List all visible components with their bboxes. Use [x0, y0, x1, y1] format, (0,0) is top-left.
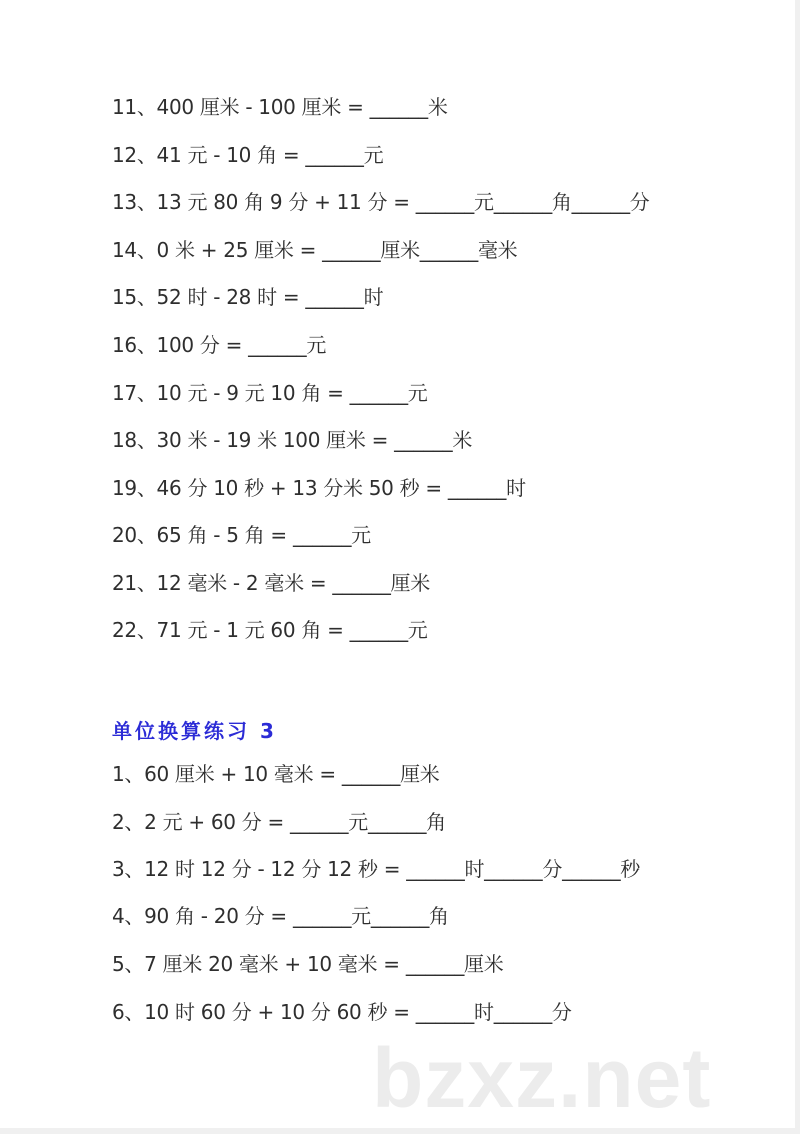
exercise-item-22: 22、71 元 - 1 元 60 角 = ______元	[112, 618, 428, 642]
exercise-item-14: 14、0 米 + 25 厘米 = ______厘米______毫米	[112, 238, 518, 262]
exercise-item-21: 21、12 毫米 - 2 毫米 = ______厘米	[112, 571, 430, 595]
exercise-item-3: 3、12 时 12 分 - 12 分 12 秒 = ______时______分______秒	[112, 857, 640, 881]
exercise-item-15: 15、52 时 - 28 时 = ______时	[112, 285, 384, 309]
exercise-item-19: 19、46 分 10 秒 + 13 分米 50 秒 = ______时	[112, 476, 526, 500]
exercise-item-13: 13、13 元 80 角 9 分 + 11 分 = ______元______角______分	[112, 190, 650, 214]
exercise-item-12: 12、41 元 - 10 角 = ______元	[112, 143, 384, 167]
exercise-item-11: 11、400 厘米 - 100 厘米 = ______米	[112, 95, 448, 119]
exercise-item-4: 4、90 角 - 20 分 = ______元______角	[112, 904, 449, 928]
exercise-item-18: 18、30 米 - 19 米 100 厘米 = ______米	[112, 428, 473, 452]
exercise-item-16: 16、100 分 = ______元	[112, 333, 327, 357]
watermark: bzxz.net	[372, 1031, 712, 1125]
exercise-item-20: 20、65 角 - 5 角 = ______元	[112, 523, 371, 547]
section-heading: 单位换算练习 3	[112, 719, 277, 743]
exercise-item-2: 2、2 元 + 60 分 = ______元______角	[112, 810, 446, 834]
exercise-item-5: 5、7 厘米 20 毫米 + 10 毫米 = ______厘米	[112, 952, 504, 976]
exercise-item-1: 1、60 厘米 + 10 毫米 = ______厘米	[112, 762, 440, 786]
exercise-item-6: 6、10 时 60 分 + 10 分 60 秒 = ______时______分	[112, 1000, 572, 1024]
exercise-item-17: 17、10 元 - 9 元 10 角 = ______元	[112, 381, 428, 405]
